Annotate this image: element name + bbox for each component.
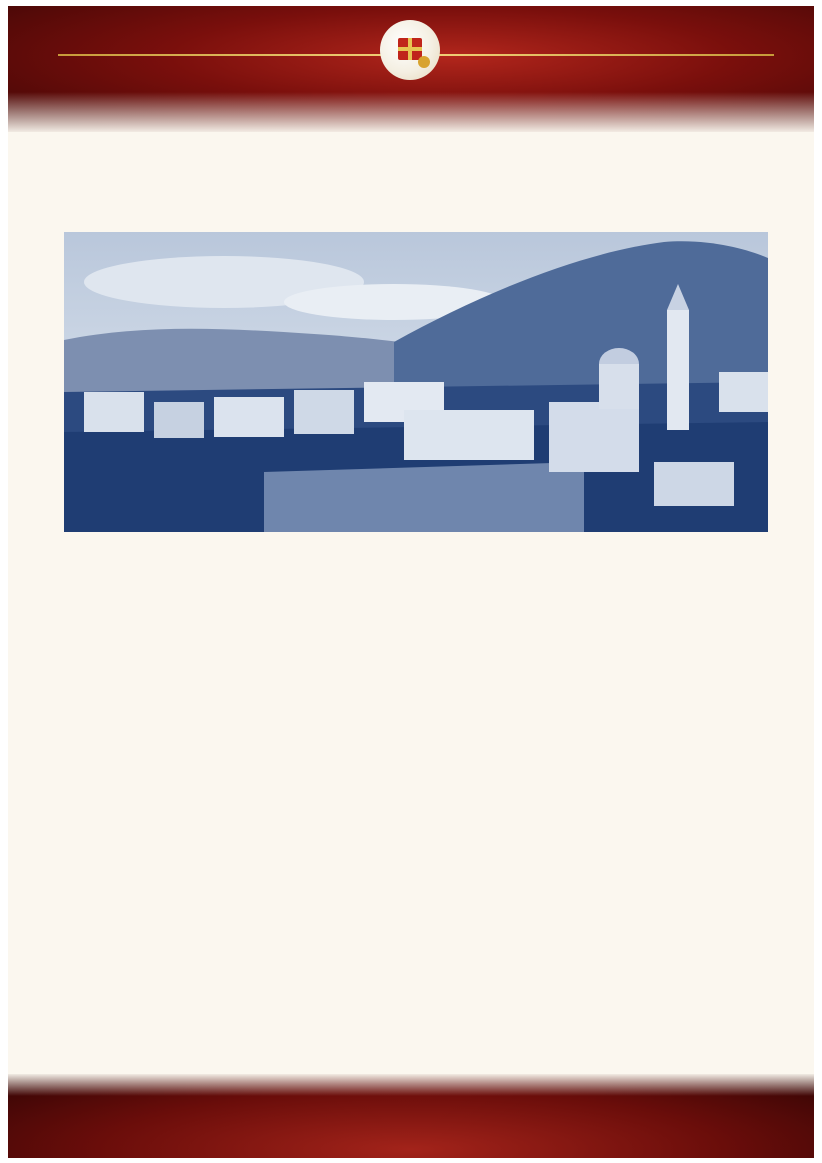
magazine-page (8, 6, 814, 1158)
gift-ornament-icon (380, 20, 440, 80)
christmas-header-banner (8, 6, 814, 132)
historic-town-photo (64, 232, 768, 532)
christmas-footer-banner (8, 1074, 814, 1158)
article-body (63, 581, 769, 583)
old-town-photo-icon (64, 232, 768, 532)
